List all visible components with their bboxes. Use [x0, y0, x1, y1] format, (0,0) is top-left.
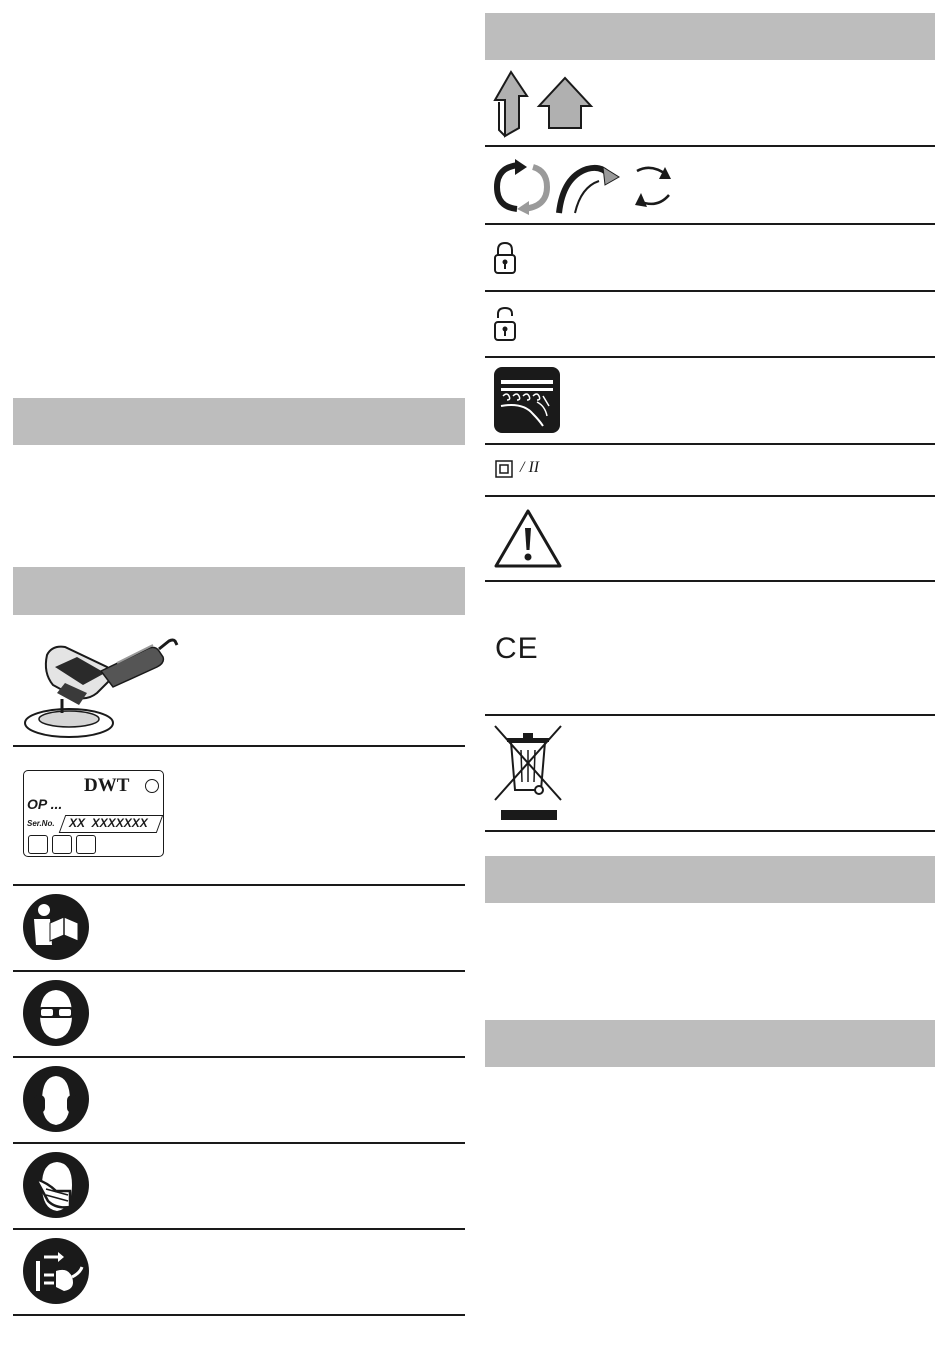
section-band-left-1: [13, 398, 465, 445]
symbol-row-read-manual: [13, 884, 465, 972]
protect-from-moisture-icon: [493, 366, 561, 434]
section-band-right-3: [485, 1020, 935, 1067]
symbol-row-moisture: [485, 356, 935, 445]
symbol-row-hearing-protection: [13, 1056, 465, 1144]
rating-plate-serial-value: XX XXXXXXX: [69, 816, 148, 830]
symbol-row-ce: [485, 580, 935, 716]
symbol-row-dust-mask: [13, 1142, 465, 1230]
rating-plate-brand: DWT: [84, 775, 130, 796]
direction-arrows-icon: [491, 66, 601, 138]
eye-protection-icon: [22, 979, 90, 1047]
symbol-row-weee: [485, 714, 935, 832]
symbol-row-locked: [485, 223, 935, 292]
unlocked-padlock-icon: [493, 306, 517, 342]
unplug-icon: [22, 1237, 90, 1305]
tool-image-row: [13, 615, 465, 747]
read-manual-icon: [22, 893, 90, 961]
rating-plate-box-2: [52, 835, 72, 854]
symbol-row-warning: [485, 495, 935, 582]
protection-class-label: / II: [520, 459, 540, 476]
symbol-row-unlocked: [485, 290, 935, 358]
ce-mark-icon: CE: [495, 632, 539, 665]
rating-plate-row: [13, 745, 465, 886]
angle-polisher-illustration-icon: [17, 623, 182, 741]
hearing-protection-icon: [22, 1065, 90, 1133]
protection-class-icon: [495, 460, 513, 478]
rating-plate-box-3: [76, 835, 96, 854]
warning-triangle-icon: [493, 508, 563, 570]
locked-padlock-icon: [493, 241, 517, 275]
section-band-left-2: [13, 567, 465, 615]
symbol-row-unplug: [13, 1228, 465, 1316]
rotation-arrows-icon: [491, 157, 677, 215]
symbol-row-protection-class: [485, 443, 935, 497]
dust-mask-icon: [22, 1151, 90, 1219]
symbol-row-rotation: [485, 145, 935, 225]
symbol-row-direction: [485, 60, 935, 147]
rating-plate-model: OP ...: [27, 796, 63, 812]
weee-bin-icon: [491, 722, 567, 826]
rating-plate: [23, 770, 164, 857]
rating-plate-logo-icon: [145, 779, 159, 793]
section-band-right-2: [485, 856, 935, 903]
symbol-row-eye-protection: [13, 970, 465, 1058]
rating-plate-serial-label: Ser.No.: [27, 819, 55, 828]
rating-plate-box-1: [28, 835, 48, 854]
section-band-right-1: [485, 13, 935, 60]
